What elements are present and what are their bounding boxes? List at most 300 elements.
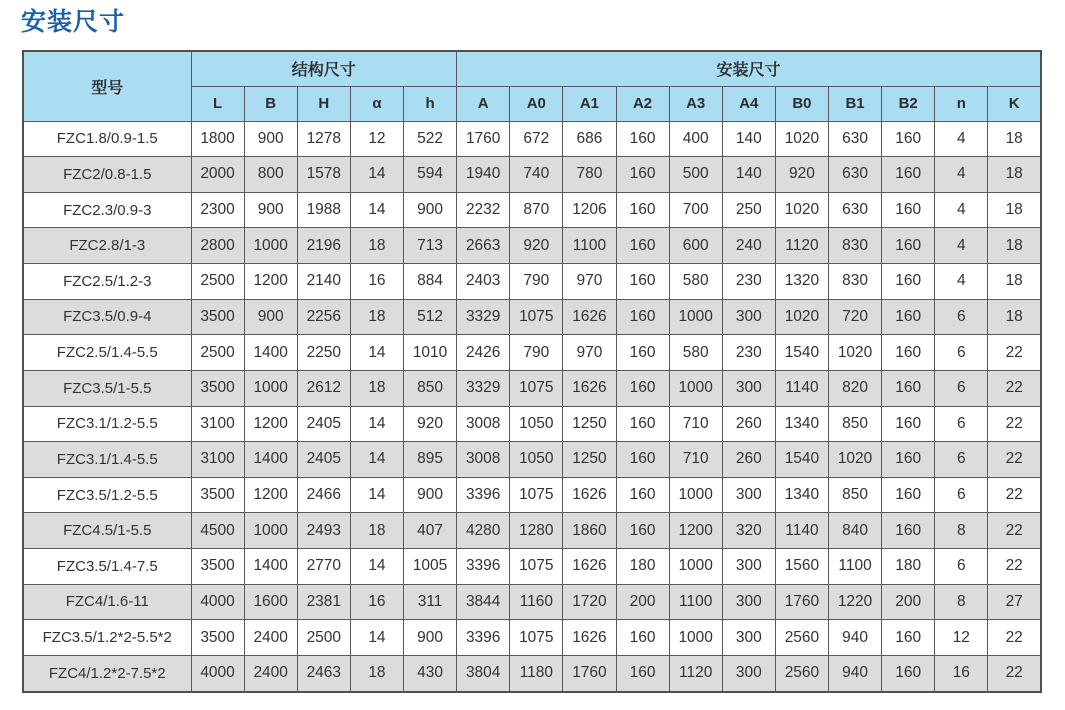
value-cell: 1120 — [669, 655, 722, 692]
value-cell: 1800 — [191, 121, 244, 157]
value-cell: 160 — [882, 477, 935, 513]
page-title: 安装尺寸 — [21, 8, 126, 36]
value-cell: 22 — [988, 477, 1041, 513]
value-cell: 840 — [829, 513, 882, 549]
value-cell: 1075 — [510, 477, 563, 513]
value-cell: 1560 — [775, 549, 828, 585]
value-cell: 160 — [616, 192, 669, 228]
value-cell: 1140 — [775, 513, 828, 549]
value-cell: 300 — [722, 655, 775, 692]
value-cell: 1160 — [510, 584, 563, 620]
value-cell: 4000 — [191, 655, 244, 692]
value-cell: 18 — [350, 655, 403, 692]
value-cell: 2256 — [297, 299, 350, 335]
table-row — [23, 370, 1041, 406]
value-cell: 18 — [350, 513, 403, 549]
column-header-A4: A4 — [722, 86, 775, 121]
value-cell: 3500 — [191, 477, 244, 513]
value-cell: 1540 — [775, 335, 828, 371]
value-cell: 160 — [882, 406, 935, 442]
value-cell: 600 — [669, 228, 722, 264]
value-cell: 920 — [775, 157, 828, 193]
value-cell: 2400 — [244, 655, 297, 692]
value-cell: 594 — [404, 157, 457, 193]
model-cell: FZC3.5/0.9-4 — [23, 299, 191, 335]
value-cell: 3396 — [457, 620, 510, 656]
column-group-installation-dimensions: 安装尺寸 — [457, 51, 1041, 86]
value-cell: 1278 — [297, 121, 350, 157]
value-cell: 710 — [669, 406, 722, 442]
value-cell: 3329 — [457, 299, 510, 335]
value-cell: 1626 — [563, 549, 616, 585]
model-cell: FZC2.5/1.4-5.5 — [23, 335, 191, 371]
value-cell: 500 — [669, 157, 722, 193]
value-cell: 140 — [722, 121, 775, 157]
value-cell: 4 — [935, 192, 988, 228]
value-cell: 3500 — [191, 620, 244, 656]
value-cell: 18 — [350, 228, 403, 264]
value-cell: 1860 — [563, 513, 616, 549]
value-cell: 1020 — [829, 335, 882, 371]
value-cell: 1020 — [775, 121, 828, 157]
value-cell: 1200 — [669, 513, 722, 549]
model-cell: FZC1.8/0.9-1.5 — [23, 121, 191, 157]
value-cell: 4 — [935, 228, 988, 264]
value-cell: 311 — [404, 584, 457, 620]
table-row — [23, 335, 1041, 371]
model-cell: FZC2.3/0.9-3 — [23, 192, 191, 228]
value-cell: 1000 — [244, 228, 297, 264]
value-cell: 18 — [350, 370, 403, 406]
value-cell: 1626 — [563, 477, 616, 513]
value-cell: 6 — [935, 406, 988, 442]
column-header-H: H — [297, 86, 350, 121]
value-cell: 16 — [935, 655, 988, 692]
model-cell: FZC3.5/1.4-7.5 — [23, 549, 191, 585]
model-cell: FZC2/0.8-1.5 — [23, 157, 191, 193]
value-cell: 2250 — [297, 335, 350, 371]
value-cell: 6 — [935, 370, 988, 406]
value-cell: 300 — [722, 549, 775, 585]
value-cell: 1020 — [829, 442, 882, 478]
value-cell: 686 — [563, 121, 616, 157]
value-cell: 1320 — [775, 264, 828, 300]
table-row — [23, 299, 1041, 335]
value-cell: 8 — [935, 513, 988, 549]
value-cell: 1180 — [510, 655, 563, 692]
value-cell: 250 — [722, 192, 775, 228]
value-cell: 3100 — [191, 442, 244, 478]
value-cell: 740 — [510, 157, 563, 193]
value-cell: 2800 — [191, 228, 244, 264]
value-cell: 2140 — [297, 264, 350, 300]
value-cell: 160 — [616, 121, 669, 157]
value-cell: 1400 — [244, 335, 297, 371]
value-cell: 920 — [510, 228, 563, 264]
value-cell: 160 — [616, 228, 669, 264]
value-cell: 1760 — [563, 655, 616, 692]
value-cell: 27 — [988, 584, 1041, 620]
value-cell: 160 — [882, 299, 935, 335]
value-cell: 160 — [882, 264, 935, 300]
table-row — [23, 442, 1041, 478]
value-cell: 160 — [616, 442, 669, 478]
value-cell: 3500 — [191, 549, 244, 585]
value-cell: 1020 — [775, 299, 828, 335]
value-cell: 3329 — [457, 370, 510, 406]
value-cell: 3500 — [191, 370, 244, 406]
column-header-n: n — [935, 86, 988, 121]
value-cell: 16 — [350, 264, 403, 300]
model-cell: FZC2.5/1.2-3 — [23, 264, 191, 300]
value-cell: 18 — [988, 264, 1041, 300]
value-cell: 3396 — [457, 549, 510, 585]
value-cell: 4500 — [191, 513, 244, 549]
value-cell: 2232 — [457, 192, 510, 228]
value-cell: 14 — [350, 157, 403, 193]
value-cell: 2500 — [191, 335, 244, 371]
value-cell: 630 — [829, 192, 882, 228]
value-cell: 14 — [350, 442, 403, 478]
model-cell: FZC4/1.6-11 — [23, 584, 191, 620]
value-cell: 160 — [882, 513, 935, 549]
value-cell: 1000 — [669, 549, 722, 585]
value-cell: 1760 — [457, 121, 510, 157]
value-cell: 320 — [722, 513, 775, 549]
value-cell: 3844 — [457, 584, 510, 620]
value-cell: 672 — [510, 121, 563, 157]
value-cell: 850 — [404, 370, 457, 406]
value-cell: 900 — [404, 620, 457, 656]
value-cell: 3396 — [457, 477, 510, 513]
value-cell: 6 — [935, 442, 988, 478]
value-cell: 14 — [350, 192, 403, 228]
dimensions-table — [22, 50, 1042, 693]
model-cell: FZC4/1.2*2-7.5*2 — [23, 655, 191, 692]
table-row — [23, 620, 1041, 656]
column-header-h: h — [404, 86, 457, 121]
table-row — [23, 549, 1041, 585]
value-cell: 14 — [350, 620, 403, 656]
header-group-row — [23, 51, 1041, 86]
value-cell: 1075 — [510, 620, 563, 656]
value-cell: 160 — [616, 264, 669, 300]
column-header-B2: B2 — [882, 86, 935, 121]
value-cell: 2400 — [244, 620, 297, 656]
value-cell: 1050 — [510, 442, 563, 478]
column-header-A0: A0 — [510, 86, 563, 121]
value-cell: 720 — [829, 299, 882, 335]
value-cell: 230 — [722, 264, 775, 300]
column-header-A3: A3 — [669, 86, 722, 121]
value-cell: 22 — [988, 655, 1041, 692]
value-cell: 3500 — [191, 299, 244, 335]
value-cell: 630 — [829, 157, 882, 193]
value-cell: 18 — [350, 299, 403, 335]
value-cell: 12 — [350, 121, 403, 157]
model-cell: FZC3.1/1.4-5.5 — [23, 442, 191, 478]
value-cell: 850 — [829, 477, 882, 513]
value-cell: 2493 — [297, 513, 350, 549]
value-cell: 884 — [404, 264, 457, 300]
value-cell: 160 — [882, 228, 935, 264]
value-cell: 1100 — [563, 228, 616, 264]
value-cell: 160 — [882, 655, 935, 692]
value-cell: 4000 — [191, 584, 244, 620]
value-cell: 160 — [616, 299, 669, 335]
value-cell: 940 — [829, 655, 882, 692]
table-row — [23, 121, 1041, 157]
value-cell: 522 — [404, 121, 457, 157]
value-cell: 18 — [988, 299, 1041, 335]
value-cell: 2000 — [191, 157, 244, 193]
value-cell: 160 — [882, 121, 935, 157]
table-header — [23, 51, 1041, 121]
value-cell: 160 — [616, 620, 669, 656]
value-cell: 1400 — [244, 442, 297, 478]
model-cell: FZC3.5/1.2-5.5 — [23, 477, 191, 513]
table-row — [23, 157, 1041, 193]
model-cell: FZC4.5/1-5.5 — [23, 513, 191, 549]
value-cell: 970 — [563, 264, 616, 300]
value-cell: 790 — [510, 264, 563, 300]
column-header-K: K — [988, 86, 1041, 121]
value-cell: 200 — [616, 584, 669, 620]
value-cell: 1206 — [563, 192, 616, 228]
value-cell: 4 — [935, 264, 988, 300]
column-header-L: L — [191, 86, 244, 121]
value-cell: 300 — [722, 299, 775, 335]
value-cell: 2560 — [775, 655, 828, 692]
value-cell: 1005 — [404, 549, 457, 585]
value-cell: 18 — [988, 228, 1041, 264]
value-cell: 1340 — [775, 406, 828, 442]
value-cell: 970 — [563, 335, 616, 371]
value-cell: 22 — [988, 620, 1041, 656]
value-cell: 8 — [935, 584, 988, 620]
table-row — [23, 584, 1041, 620]
value-cell: 4280 — [457, 513, 510, 549]
value-cell: 713 — [404, 228, 457, 264]
value-cell: 1940 — [457, 157, 510, 193]
value-cell: 580 — [669, 264, 722, 300]
value-cell: 830 — [829, 264, 882, 300]
value-cell: 900 — [244, 121, 297, 157]
value-cell: 22 — [988, 513, 1041, 549]
value-cell: 22 — [988, 370, 1041, 406]
value-cell: 3804 — [457, 655, 510, 692]
value-cell: 1200 — [244, 406, 297, 442]
value-cell: 6 — [935, 549, 988, 585]
value-cell: 1720 — [563, 584, 616, 620]
value-cell: 800 — [244, 157, 297, 193]
table-row — [23, 228, 1041, 264]
value-cell: 200 — [882, 584, 935, 620]
value-cell: 895 — [404, 442, 457, 478]
value-cell: 22 — [988, 335, 1041, 371]
value-cell: 300 — [722, 620, 775, 656]
value-cell: 2403 — [457, 264, 510, 300]
value-cell: 260 — [722, 406, 775, 442]
value-cell: 3008 — [457, 406, 510, 442]
model-cell: FZC3.1/1.2-5.5 — [23, 406, 191, 442]
value-cell: 1120 — [775, 228, 828, 264]
value-cell: 580 — [669, 335, 722, 371]
value-cell: 790 — [510, 335, 563, 371]
value-cell: 1000 — [244, 513, 297, 549]
value-cell: 180 — [882, 549, 935, 585]
value-cell: 900 — [244, 299, 297, 335]
value-cell: 1988 — [297, 192, 350, 228]
value-cell: 160 — [882, 370, 935, 406]
value-cell: 260 — [722, 442, 775, 478]
value-cell: 2426 — [457, 335, 510, 371]
value-cell: 1200 — [244, 477, 297, 513]
value-cell: 140 — [722, 157, 775, 193]
value-cell: 2300 — [191, 192, 244, 228]
value-cell: 850 — [829, 406, 882, 442]
value-cell: 940 — [829, 620, 882, 656]
value-cell: 2663 — [457, 228, 510, 264]
value-cell: 2381 — [297, 584, 350, 620]
value-cell: 18 — [988, 192, 1041, 228]
value-cell: 160 — [616, 370, 669, 406]
value-cell: 1200 — [244, 264, 297, 300]
value-cell: 1140 — [775, 370, 828, 406]
value-cell: 160 — [616, 513, 669, 549]
value-cell: 1000 — [669, 477, 722, 513]
value-cell: 160 — [882, 157, 935, 193]
value-cell: 820 — [829, 370, 882, 406]
value-cell: 160 — [616, 477, 669, 513]
column-header-B1: B1 — [829, 86, 882, 121]
value-cell: 300 — [722, 477, 775, 513]
value-cell: 1250 — [563, 406, 616, 442]
value-cell: 1600 — [244, 584, 297, 620]
value-cell: 14 — [350, 335, 403, 371]
value-cell: 900 — [404, 477, 457, 513]
value-cell: 14 — [350, 549, 403, 585]
value-cell: 512 — [404, 299, 457, 335]
table-row — [23, 655, 1041, 692]
value-cell: 900 — [404, 192, 457, 228]
value-cell: 12 — [935, 620, 988, 656]
value-cell: 1010 — [404, 335, 457, 371]
value-cell: 710 — [669, 442, 722, 478]
value-cell: 1220 — [829, 584, 882, 620]
value-cell: 300 — [722, 584, 775, 620]
value-cell: 3008 — [457, 442, 510, 478]
table-row — [23, 192, 1041, 228]
value-cell: 2612 — [297, 370, 350, 406]
value-cell: 240 — [722, 228, 775, 264]
value-cell: 230 — [722, 335, 775, 371]
value-cell: 160 — [882, 192, 935, 228]
value-cell: 1400 — [244, 549, 297, 585]
value-cell: 2560 — [775, 620, 828, 656]
value-cell: 160 — [616, 157, 669, 193]
value-cell: 18 — [988, 121, 1041, 157]
column-header-B0: B0 — [775, 86, 828, 121]
value-cell: 6 — [935, 299, 988, 335]
value-cell: 14 — [350, 477, 403, 513]
value-cell: 6 — [935, 335, 988, 371]
value-cell: 1626 — [563, 370, 616, 406]
value-cell: 1578 — [297, 157, 350, 193]
value-cell: 22 — [988, 549, 1041, 585]
value-cell: 2463 — [297, 655, 350, 692]
value-cell: 700 — [669, 192, 722, 228]
column-header-A1: A1 — [563, 86, 616, 121]
value-cell: 4 — [935, 121, 988, 157]
value-cell: 870 — [510, 192, 563, 228]
table-row — [23, 264, 1041, 300]
value-cell: 2466 — [297, 477, 350, 513]
value-cell: 1626 — [563, 299, 616, 335]
value-cell: 160 — [616, 406, 669, 442]
value-cell: 900 — [244, 192, 297, 228]
value-cell: 3100 — [191, 406, 244, 442]
value-cell: 430 — [404, 655, 457, 692]
value-cell: 1000 — [244, 370, 297, 406]
column-group-structure-dimensions: 结构尺寸 — [191, 51, 457, 86]
value-cell: 1075 — [510, 370, 563, 406]
table-row — [23, 477, 1041, 513]
value-cell: 1050 — [510, 406, 563, 442]
model-cell: FZC2.8/1-3 — [23, 228, 191, 264]
value-cell: 160 — [882, 620, 935, 656]
value-cell: 1100 — [669, 584, 722, 620]
value-cell: 14 — [350, 406, 403, 442]
value-cell: 1000 — [669, 620, 722, 656]
value-cell: 1075 — [510, 549, 563, 585]
value-cell: 6 — [935, 477, 988, 513]
value-cell: 160 — [882, 335, 935, 371]
value-cell: 2770 — [297, 549, 350, 585]
table-row — [23, 513, 1041, 549]
value-cell: 630 — [829, 121, 882, 157]
value-cell: 160 — [882, 442, 935, 478]
value-cell: 1760 — [775, 584, 828, 620]
value-cell: 1000 — [669, 299, 722, 335]
value-cell: 16 — [350, 584, 403, 620]
table-body — [23, 121, 1041, 692]
value-cell: 160 — [616, 655, 669, 692]
value-cell: 22 — [988, 406, 1041, 442]
value-cell: 1340 — [775, 477, 828, 513]
value-cell: 160 — [616, 335, 669, 371]
value-cell: 18 — [988, 157, 1041, 193]
value-cell: 1075 — [510, 299, 563, 335]
column-header-A2: A2 — [616, 86, 669, 121]
column-header-α: α — [350, 86, 403, 121]
value-cell: 4 — [935, 157, 988, 193]
value-cell: 920 — [404, 406, 457, 442]
value-cell: 2405 — [297, 406, 350, 442]
value-cell: 2405 — [297, 442, 350, 478]
value-cell: 1000 — [669, 370, 722, 406]
column-header-A: A — [457, 86, 510, 121]
table-row — [23, 406, 1041, 442]
value-cell: 1280 — [510, 513, 563, 549]
value-cell: 1250 — [563, 442, 616, 478]
value-cell: 1020 — [775, 192, 828, 228]
value-cell: 22 — [988, 442, 1041, 478]
value-cell: 780 — [563, 157, 616, 193]
model-cell: FZC3.5/1.2*2-5.5*2 — [23, 620, 191, 656]
value-cell: 407 — [404, 513, 457, 549]
value-cell: 1100 — [829, 549, 882, 585]
